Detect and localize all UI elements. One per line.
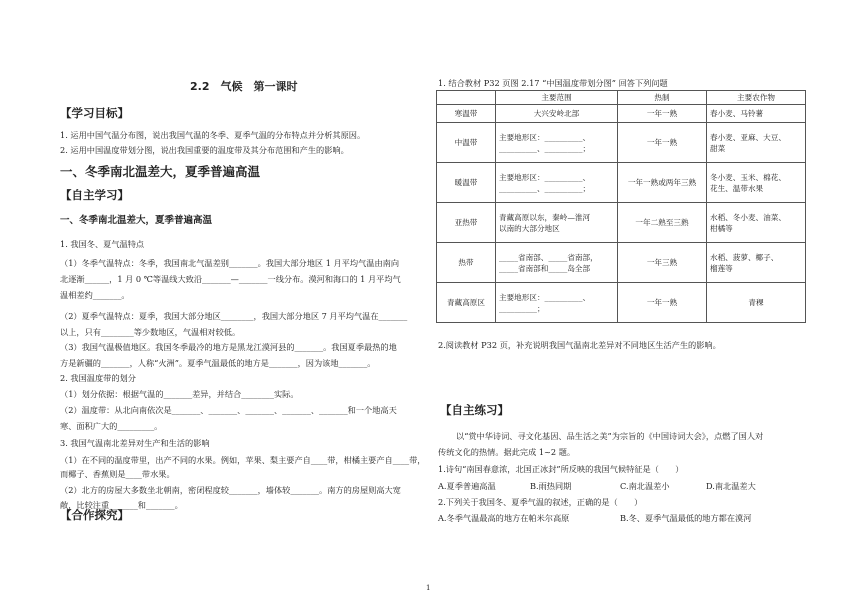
exercise-1-option-d: D.南北温差大 [706,481,756,491]
temperature-zone-table [436,90,806,323]
table-row [437,243,806,283]
range-line: 主要地形区：__________、 [499,292,591,302]
crops-line: 水稻、菠萝、椰子、 [710,252,779,262]
zone-name-cell: 亚热带 [437,203,496,243]
study-line: （2）北方的房屋大多数坐北朝南，密闭程度较_______，墙体较_______。南方的房屋则高大宽 [60,485,401,495]
range-line: 青藏高原以东，秦岭—淮河 [499,212,591,222]
table-header-row [437,91,806,105]
range-line: _____省南部和_____岛全部 [499,263,591,273]
exercise-2-option-b: B.冬、夏季气温最低的地方都在漠河 [620,513,752,523]
zone-range-cell [496,283,618,323]
section-heading-1: 一、冬季南北温差大，夏季普遍高温 [60,164,261,179]
zone-range-cell [496,123,618,163]
crops-line: 春小麦、亚麻、大豆、 [710,132,786,142]
zone-range-cell [496,163,618,203]
self-study-label: 【自主学习】 [60,188,129,202]
zone-crops-cell [707,203,806,243]
range-line: __________、__________； [499,183,591,193]
goal-line-2: 2. 运用中国温度带划分图，说出我国重要的温度带及其分布范围和产生的影响。 [60,145,349,155]
crops-line: 水稻、冬小麦、油菜、 [710,212,786,222]
zone-name-cell: 寒温带 [437,105,496,123]
page-number: 1 [426,584,431,592]
goals-label: 【学习目标】 [60,106,129,120]
intro-line-1: 以“赏中华诗词、寻文化基因、品生活之美”为宗旨的《中国诗词大会》，点燃了国人对 [456,431,764,441]
study-line: （1）冬季气温特点：冬季，我国南北气温差别_______。我国大部分地区 1 月平均气温由南向 [60,258,400,268]
crops-line: 榴莲等 [710,263,733,273]
practice-label: 【自主练习】 [440,403,509,417]
exercise-1: 1.诗句“南国春意浓，北国正冰封”所反映的我国气候特征是（ ） [438,464,684,474]
zone-range-cell [496,243,618,283]
zone-range-cell [496,105,618,123]
study-line: （1）划分依据：根据气温的_______差异，并结合________实际。 [60,389,299,399]
zone-crops-cell [707,123,806,163]
zone-name-cell: 热带 [437,243,496,283]
page-title: 2.2 气候 第一课时 [190,80,298,93]
zone-name-cell: 中温带 [437,123,496,163]
zone-heat-cell: 一年一熟 [618,283,707,323]
table-row [437,283,806,323]
table-header: 主要农作物 [707,91,806,105]
exercise-1-option-c: C.南北温差小 [620,481,670,491]
exercise-2: 2.下列关于我国冬、夏季气温的叙述，正确的是（ ） [438,497,643,507]
zone-crops-cell [707,163,806,203]
study-line: 3. 我国气温南北差异对生产和生活的影响 [60,438,210,448]
zone-name-cell: 暖温带 [437,163,496,203]
question-2: 2.阅读教材 P32 页，补充说明我国气温南北差异对不同地区生活产生的影响。 [438,340,721,350]
crops-line: 柑橘等 [710,223,733,233]
table-row [437,163,806,203]
study-line: 而椰子、香蕉则是____带水果。 [60,469,175,479]
study-line: 温相差约_______。 [60,290,130,300]
table-header [437,91,496,105]
study-line: （2）夏季气温特点：夏季，我国大部分地区________，我国大部分地区 7 月平均气温在_______ [60,311,408,321]
coop-label: 【合作探究】 [60,508,129,522]
question-1: 1. 结合教材 P32 页图 2.17 “中国温度带划分图” 回答下列问题 [438,78,668,88]
table-row [437,105,806,123]
table-header: 主要范围 [496,91,618,105]
zone-heat-cell: 一年一熟 [618,123,707,163]
study-line: 北逐渐______，1 月 0 ℃等温线大致沿_______—_______一线分布。漠河和海口的 1 月平均气 [60,274,401,284]
zone-crops-cell [707,283,806,323]
intro-line-2: 传统文化的热情。据此完成 1~2 题。 [438,447,576,457]
study-line: 2. 我国温度带的划分 [60,373,136,383]
study-line: （2）温度带：从北向南依次是_______、_______、_______、_______、_______和一个地高天 [60,405,397,415]
table-header: 热制 [618,91,707,105]
range-line: __________； [499,303,545,313]
crops-line: 青稞 [748,298,764,307]
exercise-2-option-a: A.冬季气温最高的地方在帕米尔高原 [438,513,570,523]
table-row [437,203,806,243]
exercise-1-option-a: A.夏季普遍高温 [438,481,496,491]
range-line: 大兴安岭北部 [533,109,580,118]
zone-name-cell: 青藏高原区 [437,283,496,323]
study-line: 以上，只有________等少数地区，气温相对较低。 [60,327,241,337]
crops-line: 冬小麦、玉米、棉花、 [710,172,786,182]
zone-heat-cell: 一年三熟 [618,243,707,283]
zone-heat-cell: 一年二熟至三熟 [618,203,707,243]
zone-crops-cell [707,105,806,123]
zone-heat-cell: 一年一熟或两年三熟 [618,163,707,203]
study-line: 1. 我国冬、夏气温特点 [60,239,145,249]
study-line: （3）我国气温极值地区。我国冬季最冷的地方是黑龙江漠河县的_______。我国夏季最热的地 [60,342,397,352]
range-line: 主要地形区：__________、 [499,132,591,142]
crops-line: 春小麦、马铃薯 [710,109,764,118]
crops-line: 花生、温带水果 [710,183,764,193]
range-line: 以南的大部分地区 [499,223,560,233]
zone-crops-cell [707,243,806,283]
study-line: （1）在不同的温度带里，出产不同的水果。例如，苹果、梨主要产自____带，柑橘主要产自____带， [60,455,426,465]
crops-line: 甜菜 [710,143,726,153]
range-line: __________、__________； [499,143,591,153]
zone-heat-cell: 一年一熟 [618,105,707,123]
range-line: _____省南部、_____省南部， [499,252,598,262]
study-line: 敞，比较注重_______和_______。 [60,500,183,510]
study-line: 方是新疆的_______，人称“火洲”。夏季气温最低的地方是_______，因为该地_______。 [60,358,376,368]
study-line: 寒、面积广大的_________。 [60,421,163,431]
table-row [437,123,806,163]
zone-range-cell [496,203,618,243]
exercise-1-option-b: B.雨热同期 [530,481,572,491]
range-line: 主要地形区：__________、 [499,172,591,182]
section-heading-2: 一、冬季南北温差大，夏季普遍高温 [60,215,213,226]
goal-line-1: 1. 运用中国气温分布图，说出我国气温的冬季、夏季气温的分布特点并分析其原因。 [60,130,366,140]
